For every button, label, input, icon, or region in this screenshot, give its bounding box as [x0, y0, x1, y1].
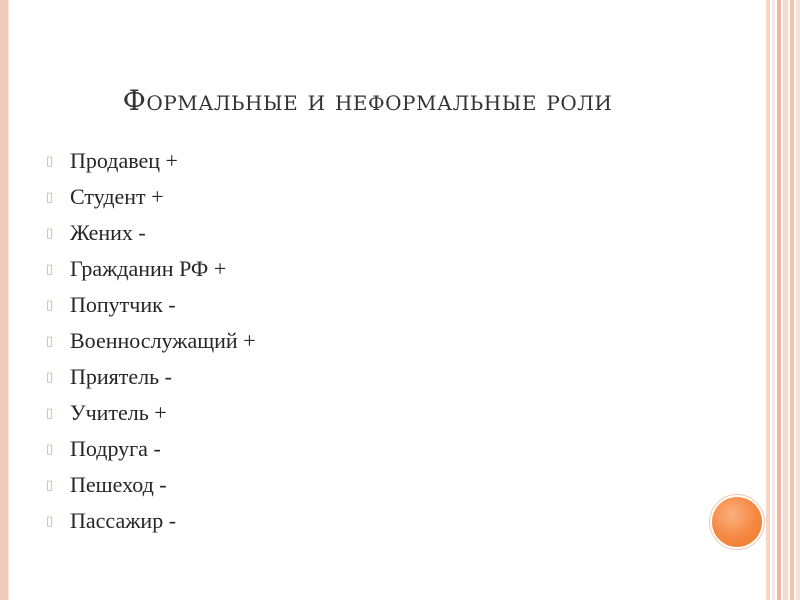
list-item-text: Пешеход - — [70, 472, 167, 497]
bullet-icon: ▯ — [46, 225, 54, 241]
bullet-icon: ▯ — [46, 189, 54, 205]
list-item-text: Пассажир - — [70, 508, 177, 533]
list-item — [46, 359, 256, 395]
list-item-text: Попутчик - — [70, 292, 176, 317]
list-item — [46, 323, 256, 359]
list-item-text: Студент + — [70, 184, 164, 209]
bullet-icon: ▯ — [46, 513, 54, 529]
bullet-icon: ▯ — [46, 297, 54, 313]
list-item-text: Учитель + — [70, 400, 167, 425]
roles-list — [46, 143, 256, 539]
list-item-text: Военнослужащий + — [70, 328, 256, 353]
bullet-icon: ▯ — [46, 261, 54, 277]
border-stripe — [796, 0, 800, 600]
bullet-icon: ▯ — [46, 477, 54, 493]
list-item — [46, 395, 256, 431]
right-decorative-border — [766, 0, 800, 600]
border-stripe — [777, 0, 781, 600]
list-item — [46, 215, 256, 251]
border-stripe — [766, 0, 770, 600]
list-item — [46, 431, 256, 467]
list-item-text: Гражданин РФ + — [70, 256, 227, 281]
list-item-text: Подруга - — [70, 436, 161, 461]
slide-title: Формальные и неформальные роли — [122, 84, 613, 117]
list-item — [46, 251, 256, 287]
list-item — [46, 143, 256, 179]
list-item — [46, 503, 256, 539]
decorative-orange-circle — [712, 497, 762, 547]
list-item-text: Жених - — [70, 220, 146, 245]
list-item — [46, 179, 256, 215]
bullet-icon: ▯ — [46, 405, 54, 421]
bullet-icon: ▯ — [46, 333, 54, 349]
border-stripe — [772, 0, 775, 600]
border-stripe — [790, 0, 794, 600]
bullet-icon: ▯ — [46, 153, 54, 169]
bullet-icon: ▯ — [46, 441, 54, 457]
bullet-icon: ▯ — [46, 369, 54, 385]
list-item — [46, 467, 256, 503]
list-item-text: Приятель - — [70, 364, 172, 389]
border-stripe — [783, 0, 788, 600]
list-item-text: Продавец + — [70, 148, 178, 173]
list-item — [46, 287, 256, 323]
